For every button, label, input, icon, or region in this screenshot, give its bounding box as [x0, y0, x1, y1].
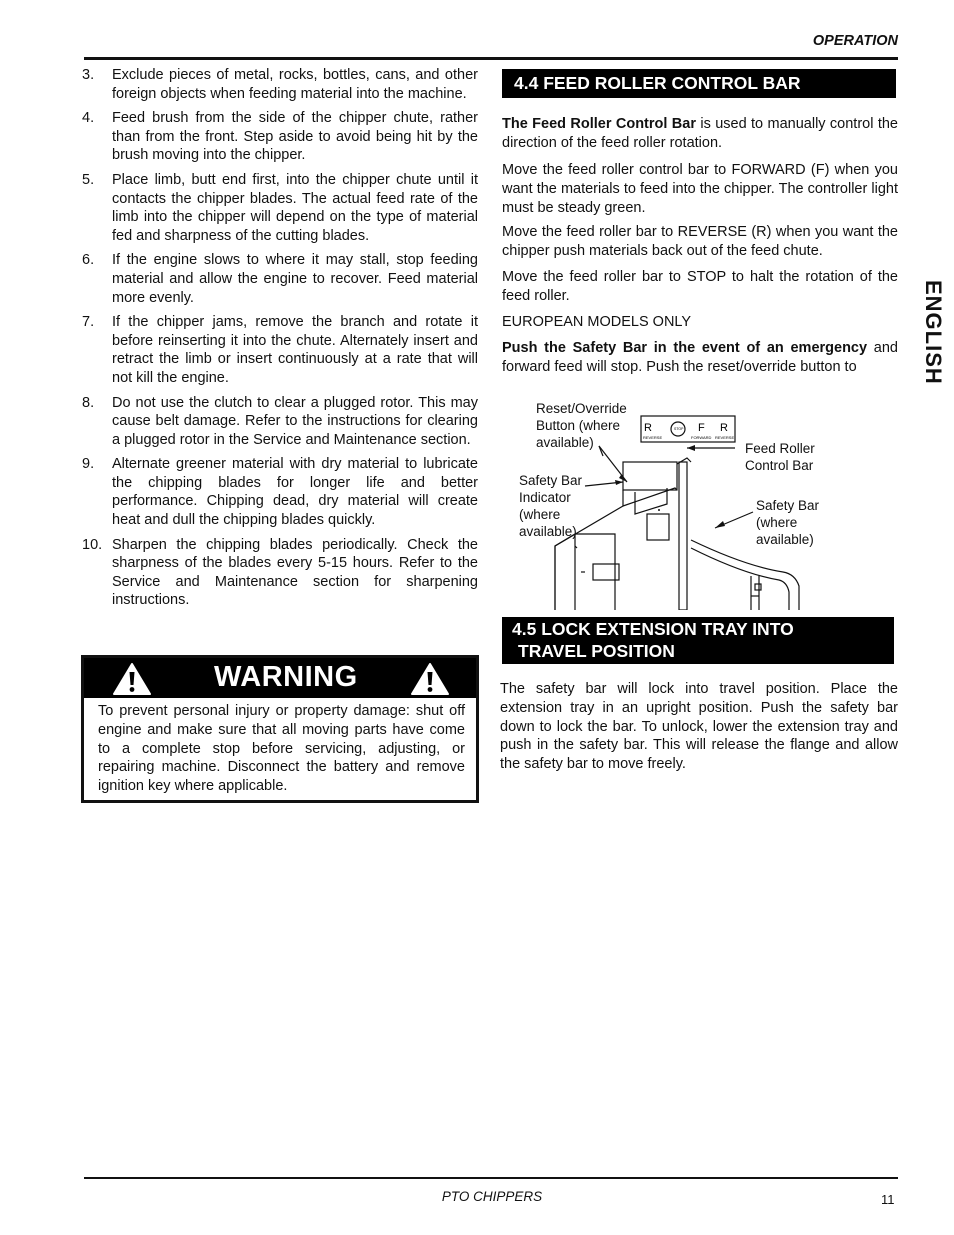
footer-title: PTO CHIPPERS: [441, 1189, 543, 1204]
step-number: 8.: [82, 394, 95, 411]
warning-header: [84, 658, 476, 698]
decal-sub-label: REVERSE: [643, 435, 663, 440]
step-text: Exclude pieces of metal, rocks, bottles, cans, and other foreign objects when feeding material into the machine.: [112, 67, 478, 102]
step-number: 10.: [82, 536, 103, 553]
label-line: (where: [519, 507, 561, 522]
warning-title: WARNING: [214, 661, 358, 693]
safety-bar-label: [756, 497, 819, 548]
footer-rule: [84, 1177, 898, 1179]
decal-letter-r: R: [720, 422, 728, 434]
list-item: [82, 251, 478, 307]
operation-steps-list: [82, 66, 478, 616]
label-line: Feed Roller: [745, 441, 815, 456]
section-4-4-paragraph-2: Move the feed roller control bar to FORWARD (F) when you want the materials to feed into the chipper. The controller light must be steady green.: [502, 162, 898, 216]
label-line: Safety Bar: [519, 473, 583, 488]
language-side-tab: [894, 280, 954, 390]
label-line: Button (where: [536, 418, 621, 433]
step-text: Sharpen the chipping blades periodically. Check the sharpness of the blades every 5-15 hours. Refer to the Service and Maintenance section for sharpening instructions.: [112, 536, 478, 609]
label-line: (where: [756, 515, 798, 530]
reset-override-label: [536, 400, 627, 451]
bold-term: Push the Safety Bar in the event of an emergency: [502, 340, 868, 356]
step-text: If the engine slows to where it may stall, stop feeding material and allow the engine to recover. Feed material more evenly.: [112, 252, 478, 306]
warning-box: [81, 655, 479, 803]
section-header-label: OPERATION: [812, 33, 898, 49]
heading-line: 4.5 LOCK EXTENSION TRAY INTO: [512, 619, 794, 639]
step-text: Alternate greener material with dry material to lubricate the chipping blades for longer life and better performance. Chipping dead, dry material will create heat and dull the chipping blades quickly.: [112, 456, 478, 529]
step-text: Feed brush from the side of the chipper chute, rather than from the front. Step aside to avoid being hit by the brush moving into the chipper.: [112, 110, 478, 164]
step-number: 7.: [82, 314, 95, 331]
label-line: available): [519, 524, 577, 539]
step-number: 9.: [82, 456, 95, 473]
feed-roller-control-bar-label: [745, 440, 815, 474]
section-4-4-paragraph-4: Move the feed roller bar to STOP to halt the rotation of the feed roller.: [502, 269, 898, 304]
label-line: Control Bar: [745, 458, 814, 473]
paragraph-text: and forward feed will stop. Push the reset/override button to: [502, 340, 898, 375]
list-item: [82, 313, 478, 387]
list-item: [82, 66, 478, 103]
section-4-5-heading: [502, 617, 894, 664]
label-line: Indicator: [519, 490, 571, 505]
list-item: [82, 394, 478, 450]
step-number: 4.: [82, 110, 95, 127]
section-4-4-heading: 4.4 FEED ROLLER CONTROL BAR: [502, 69, 896, 98]
warning-triangle-icon: [112, 662, 152, 696]
feed-roller-control-figure: [515, 396, 835, 610]
label-line: Reset/Override: [536, 401, 627, 416]
decal-stop-label: STOP: [674, 427, 684, 431]
bold-term: The Feed Roller Control Bar: [502, 116, 696, 132]
decal-letter-r: R: [644, 422, 652, 434]
section-4-4-paragraph-6: [502, 339, 898, 377]
label-line: available): [756, 532, 814, 547]
paragraph-text: is used to manually control the direction of the feed roller rotation.: [502, 116, 898, 151]
section-4-4-paragraph-5: EUROPEAN MODELS ONLY: [502, 314, 692, 330]
label-line: available): [536, 435, 594, 450]
section-4-4-paragraph-3: Move the feed roller bar to REVERSE (R) when you want the chipper push materials back out of the feed chute.: [502, 224, 898, 259]
label-line: Safety Bar: [756, 498, 820, 513]
list-item: [82, 109, 478, 165]
page-number: 11: [881, 1192, 895, 1207]
heading-line: TRAVEL POSITION: [518, 640, 675, 661]
step-text: Place limb, butt end first, into the chipper chute until it contacts the chipper blades. The actual feed rate of the limb into the chipper will depend on the type of material fed and sharpness of the cutting blades.: [112, 171, 478, 244]
language-label: ENGLISH: [921, 280, 946, 385]
header-rule: [84, 57, 898, 60]
step-number: 6.: [82, 252, 95, 269]
warning-text: To prevent personal injury or property damage: shut off engine and make sure that all moving parts have come to a complete stop before servicing, adjusting, or repairing machine. Disconnect the battery and remove ignition key where applicable.: [98, 703, 465, 795]
decal-sub-label: REVERSE: [715, 435, 735, 440]
section-4-5-paragraph: The safety bar will lock into travel position. Place the extension tray in an upright position. Push the safety bar down to lock the bar. To unlock, lower the extension tray and push in the safety bar. This will release the flange and allow the safety bar to move freely.: [500, 681, 898, 773]
warning-triangle-icon: [410, 662, 450, 696]
list-item: [82, 455, 478, 529]
list-item: [82, 536, 478, 610]
list-item: [82, 171, 478, 245]
section-4-4-paragraph-1: [502, 115, 898, 153]
step-number: 3.: [82, 67, 95, 83]
step-text: If the chipper jams, remove the branch and rotate it before reinserting it into the chute. Alternately insert and retract the limb or insert continuously at a rate that will not kill the engine.: [112, 314, 478, 386]
step-number: 5.: [82, 171, 95, 188]
decal-sub-label: FORWARD: [691, 435, 712, 440]
decal-letter-f: F: [698, 422, 705, 434]
step-text: Do not use the clutch to clear a plugged rotor. This may cause belt damage. Refer to the instructions for clearing a plugged rotor in the Service and Maintenance section.: [112, 394, 478, 448]
safety-bar-indicator-label: [519, 472, 582, 540]
